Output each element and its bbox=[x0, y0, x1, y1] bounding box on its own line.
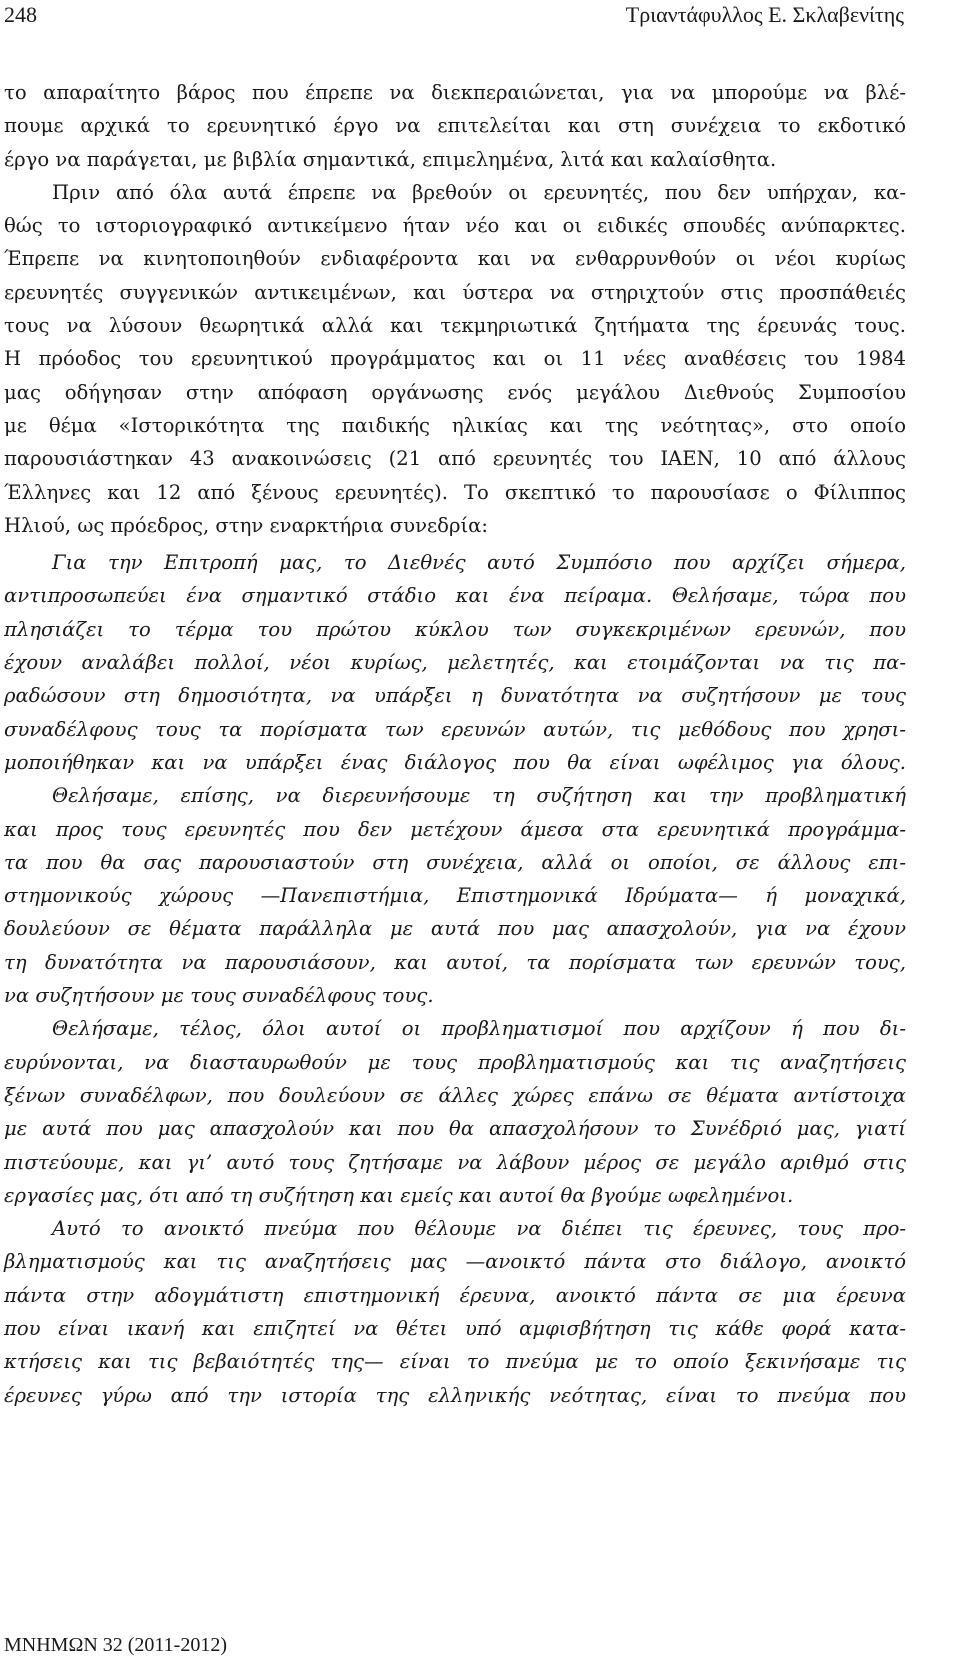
quote-line: αντιπροσωπεύει ένα σημαντικό στάδιο και ένα πείραμα. Θελήσαμε, τώρα που bbox=[4, 584, 906, 608]
quote-line: να συζητήσουν με τους συναδέλφους τους. bbox=[4, 984, 434, 1008]
quote-line: ευρύνονται, να διασταυρωθούν με τους προβληματισμούς και τις αναζητήσεις bbox=[4, 1050, 906, 1074]
quote-line: ραδώσουν στη δημοσιότητα, να υπάρξει η δυνατότητα να συζητήσουν με τους bbox=[4, 684, 906, 708]
text-line: παρουσιάστηκαν 43 ανακοινώσεις (21 από ερευνητές του ΙΑΕΝ, 10 από άλλους bbox=[4, 447, 906, 471]
quote-line: βληματισμούς και τις αναζητήσεις μας —ανοικτό πάντα στο διάλογο, ανοικτό bbox=[4, 1250, 906, 1274]
quote-line: που είναι ικανή και επιζητεί να θέτει υπό αμφισβήτηση τις κάθε φορά κατα- bbox=[4, 1316, 906, 1340]
text-line: Ηλιού, ως πρόεδρος, στην εναρκτήρια συνεδρία: bbox=[4, 513, 488, 537]
quote-line: και προς τους ερευνητές που δεν μετέχουν άμεσα στα ερευνητικά προγράμμα- bbox=[4, 817, 906, 841]
quote-line: στημονικούς χώρους —Πανεπιστήμια, Επιστημονικά Ιδρύματα— ή μοναχικά, bbox=[4, 884, 906, 908]
text-line: το απαραίτητο βάρος που έπρεπε να διεκπεραιώνεται, για να μπορούμε να βλέ- bbox=[4, 81, 906, 104]
quote-line: μοποιήθηκαν και να υπάρξει ένας διάλογος που θα είναι ωφέλιμος για όλους. bbox=[4, 750, 906, 774]
quote-line: Θελήσαμε, τέλος, όλοι αυτοί οι προβληματισμοί που αρχίζουν ή που δι- bbox=[52, 1017, 906, 1041]
quote-line: ξένων συναδέλφων, που δουλεύουν σε άλλες χώρες επάνω σε θέματα αντίστοιχα bbox=[4, 1083, 906, 1107]
text-line: Έλληνες και 12 από ξένους ερευνητές). Το σκεπτικό το παρουσίασε ο Φίλιππος bbox=[4, 480, 906, 504]
quote-line: κτήσεις και τις βεβαιότητές της— είναι το πνεύμα με το οποίο ξεκινήσαμε τις bbox=[4, 1350, 906, 1374]
quote-line: πλησιάζει το τέρμα του πρώτου κύκλου των συγκεκριμένων ερευνών, που bbox=[4, 617, 906, 641]
quote-line: πιστεύουμε, και γι’ αυτό τους ζητήσαμε να λάβουν μέρος σε μεγάλο αριθμό στις bbox=[4, 1150, 906, 1174]
text-line: Η πρόοδος του ερευνητικού προγράμματος και οι 11 νέες αναθέσεις του 1984 bbox=[4, 347, 906, 371]
quote-line: δουλεύουν σε θέματα παράλληλα με αυτά που μας απασχολούν, για να έχουν bbox=[4, 917, 906, 941]
text-line: μας οδήγησαν στην απόφαση οργάνωσης ενός μεγάλου Διεθνούς Συμποσίου bbox=[4, 380, 906, 404]
quote-line: Θελήσαμε, επίσης, να διερευνήσουμε τη συζήτηση και την προβληματική bbox=[52, 784, 906, 808]
running-title: Τριαντάφυλλος Ε. Σκλαβενίτης bbox=[625, 2, 904, 27]
running-header bbox=[4, 0, 904, 34]
page-number: 248 bbox=[4, 2, 37, 27]
quote-line: τη δυνατότητα να παρουσιάσουν, και αυτοί, τα πορίσματα των ερευνών τους, bbox=[4, 950, 906, 974]
page-body bbox=[4, 76, 906, 1412]
text-line: τους να λύσουν θεωρητικά αλλά και τεκμηριωτικά ζητήματα της έρευνάς τους. bbox=[4, 314, 906, 338]
quote-line: πάντα στην αδογμάτιστη επιστημονική έρευνα, ανοικτό πάντα σε μια έρευνα bbox=[4, 1283, 906, 1307]
text-line: θώς το ιστοριογραφικό αντικείμενο ήταν νέο και οι ειδικές σπουδές ανύπαρκτες. bbox=[4, 214, 906, 238]
text-line: ερευνητές συγγενικών αντικειμένων, και ύστερα να στηριχτούν στις προσπάθειές bbox=[4, 280, 906, 304]
quote-line: με αυτά που μας απασχολούν και που θα απασχολήσουν το Συνέδριό μας, γιατί bbox=[4, 1117, 906, 1141]
quote-line: συναδέλφους τους τα πορίσματα των ερευνών αυτών, τις μεθόδους που χρησι- bbox=[4, 717, 906, 741]
quote-line: Αυτό το ανοικτό πνεύμα που θέλουμε να διέπει τις έρευνες, τους προ- bbox=[52, 1217, 906, 1241]
text-line: Έπρεπε να κινητοποιηθούν ενδιαφέροντα και να ενθαρρυνθούν οι νέοι κυρίως bbox=[4, 247, 906, 271]
text-line: πουμε αρχικά το ερευνητικό έργο να επιτελείται και στη συνέχεια το εκδοτικό bbox=[4, 114, 906, 138]
journal-footer: ΜΝΗΜΩΝ 32 (2011-2012) bbox=[4, 1634, 227, 1656]
quote-line: έχουν αναλάβει πολλοί, νέοι κυρίως, μελετητές, και ετοιμάζονται να τις πα- bbox=[4, 651, 906, 675]
quote-line: Για την Επιτροπή μας, το Διεθνές αυτό Συμπόσιο που αρχίζει σήμερα, bbox=[52, 551, 906, 575]
quote-line: έρευνες γύρω από την ιστορία της ελληνικής νεότητας, είναι το πνεύμα που bbox=[4, 1383, 906, 1407]
text-line: Πριν από όλα αυτά έπρεπε να βρεθούν οι ερευνητές, που δεν υπήρχαν, κα- bbox=[52, 180, 906, 204]
text-line: έργο να παράγεται, με βιβλία σημαντικά, επιμελημένα, λιτά και καλαίσθητα. bbox=[4, 147, 777, 171]
text-line: με θέμα «Ιστορικότητα της παιδικής ηλικίας και της νεότητας», στο οποίο bbox=[4, 413, 906, 437]
quote-line: εργασίες μας, ότι από τη συζήτηση και εμείς και αυτοί θα βγούμε ωφελημένοι. bbox=[4, 1183, 794, 1207]
quote-line: τα που θα σας παρουσιαστούν στη συνέχεια, αλλά οι οποίοι, σε άλλους επι- bbox=[4, 850, 906, 874]
